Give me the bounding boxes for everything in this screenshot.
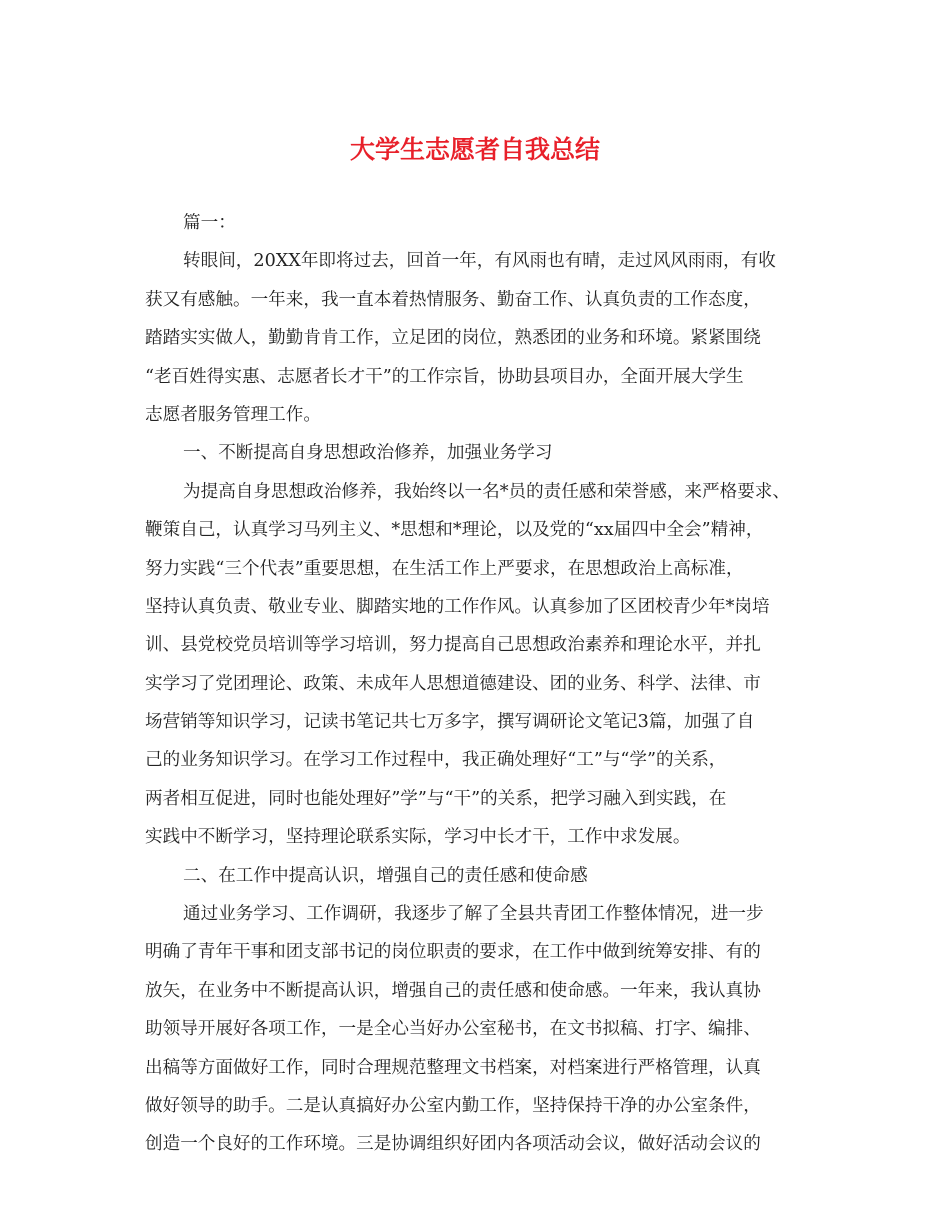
text-line: 场营销等知识学习，记读书笔记共七万多字，撰写调研论文笔记3篇，加强了自 [145, 712, 755, 733]
text-line: 一、不断提高自身思想政治修养，加强业务学习 [183, 443, 553, 464]
text-line: 篇一： [183, 213, 236, 233]
text-line: 两者相互促进，同时也能处理好”学”与“干”的关系，把学习融入到实践，在 [145, 788, 727, 809]
text-line: 二、在工作中提高认识，增强自己的责任感和使命感 [183, 865, 588, 886]
text-line: 转眼间，20XX年即将过去，回首一年，有风雨也有晴，走过风风雨雨，有收 [183, 251, 776, 272]
text-line: 做好领导的助手。二是认真搞好办公室内勤工作，坚持保持干净的办公室条件， [145, 1095, 761, 1116]
text-line: 实践中不断学习，坚持理论联系实际，学习中长才干，工作中求发展。 [145, 827, 691, 848]
text-line: 获又有感触。一年来，我一直本着热情服务、勤奋工作、认真负责的工作态度， [145, 289, 761, 310]
text-line: 己的业务知识学习。在学习工作过程中，我正确处理好“工”与“学”的关系， [145, 750, 727, 771]
text-line: 助领导开展好各项工作，一是全心当好办公室秘书，在文书拟稿、打字、编排、 [145, 1019, 761, 1040]
text-line: 通过业务学习、工作调研，我逐步了解了全县共青团工作整体情况，进一步 [183, 904, 764, 925]
text-line: 出稿等方面做好工作，同时合理规范整理文书档案，对档案进行严格管理，认真 [145, 1057, 761, 1078]
text-line: 坚持认真负责、敬业专业、脚踏实地的工作作风。认真参加了区团校青少年*岗培 [145, 596, 770, 617]
text-line: 实学习了党团理论、政策、未成年人思想道德建设、团的业务、科学、法律、市 [145, 673, 761, 694]
text-line: 放矢，在业务中不断提高认识，增强自己的责任感和使命感。一年来，我认真协 [145, 980, 761, 1001]
text-line: 努力实践“三个代表”重要思想，在生活工作上严要求，在思想政治上高标准， [145, 558, 744, 579]
text-line: “老百姓得实惠、志愿者长才干”的工作宗旨，协助县项目办，全面开展大学生 [145, 366, 744, 387]
text-line: 鞭策自己，认真学习马列主义、*思想和*理论，以及党的“xx届四中全会”精神， [145, 520, 764, 541]
text-line: 明确了青年干事和团支部书记的岗位职责的要求，在工作中做到统筹安排、有的 [145, 942, 761, 963]
document-title: 大学生志愿者自我总结 [349, 135, 600, 164]
document-body [145, 204, 805, 1164]
text-line: 创造一个良好的工作环境。三是协调组织好团内各项活动会议，做好活动会议的 [145, 1134, 761, 1155]
text-line: 训、县党校党员培训等学习培训，努力提高自己思想政治素养和理论水平，并扎 [145, 635, 761, 656]
text-line: 为提高自身思想政治修养，我始终以一名*员的责任感和荣誉感，来严格要求、 [183, 481, 790, 502]
text-line: 踏踏实实做人，勤勤肯肯工作，立足团的岗位，熟悉团的业务和环境。紧紧围绕 [145, 328, 761, 349]
text-line: 志愿者服务管理工作。 [145, 404, 321, 425]
